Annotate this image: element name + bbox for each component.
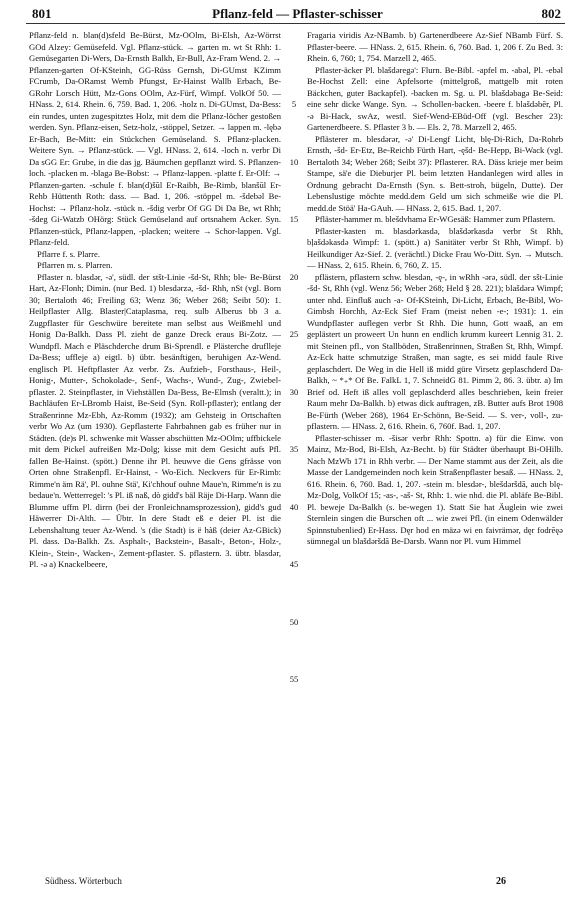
line-number: 45 bbox=[289, 559, 299, 569]
entry-pflaester-hammer: Pfläster-hammer m. blešdvhamə Er-WGesäß: Hammer zum Pflastern. bbox=[315, 214, 556, 224]
footer-signature: 26 bbox=[496, 876, 506, 887]
line-number: 15 bbox=[289, 214, 299, 224]
entry-pflaster-schisser: Pflaster-schisser m. -šisər verbr Rhh: Spottn. a) für die Einw. von Mainz, Mz-Bod, Bi-Elsh, Az-Becht. b) für Städter überhaupt Bi-OHilb. Nach MzWb 171 in Rhh verbr. — Der Name stammt aus der Zeit, als die Masse der Landgemeinden noch kein Straßenpflaster besaß. — HNass. 2, 616. Rhein. 6, 760. Bad. 1, 207. -stein m. blesdər-, blešdəršdā, auch blę- Mz-Dolg, VolkOf 15; -as-, -aš- St, Rhh: 1. wie nhd. die Pl. abläfe Be-Bibl. Pl. beweje Da-Balkh (s. be-wegen 1). Statt Sie hat Äuglein wie zwei Sternlein singen die Burschen oft ... wie zwei Pfl. (in einem Odenwälder Spinnstubenlied) Er-Hass. Dęr hod en mäzə wi en faivrämər, dęr fodrēęə sümnegəl un blašdəršdā Be-Darsb. Wann nor Pl. vum Himmel bbox=[307, 432, 563, 546]
right-column bbox=[307, 30, 563, 865]
line-number: 25 bbox=[289, 329, 299, 339]
page-number-right: 802 bbox=[541, 6, 561, 21]
header-rule bbox=[26, 23, 565, 24]
entry-pflaster: Pflaster n. blasdər, -ə', südl. der stšt-Linie -šd-St, Rhh; ble- Be-Bürst Hart, Az-Flonh; Dimin. (nur Bed. 1) blesdərzə, -šd- Rhh, nSt (vgl. Born 30; Bertaloth 46; Freiling 63; Wenz 36; Weber 268; Seibt 50): 1. Heilpflaster Allg. Blaster|Cataplasma, req. sulb Alberus bb 3 a. Zugpflaster für Geschwüre bereitete man selbst aus Weißmehl und Honig Da-Balkh. Dass Pl. zieht de ganze Dreck eraus Bi-Zotz. — Wundpfl. Mach e Pläschderche drum Bi-Sprendl. e Plästerche druflleje Da-Bess; uffleje a) eigtl. b) übtr. besänftigen, beruhigen Az-Wend. englisch Pl. Heftpflaster Az verbr. Zs. Aufzieh-, Forsthaus-, Heil-, Honig-, Mutter-, Schokolade-, Senf-, Wachs-, Wund-, Zug-, Zwiebel-pflaster. 2. Steinpflaster, in Viehställen Da-Bess, Be-Elmsh (veraltt.); in Bachläufen Er-LBromb Haist, Be-Seid (Syn. Roll-pflaster); entlang der Straßenrinne Mz-Ebh, Az-Romm (1932); am Gehsteig in Ortschaften verbr Wo Az (um 1930). Gepflasterte Fahrbahnen gab es früher nur in Städten. (de)s Pl. schwenke mit Wasser abschütten Mz-OOlm; uffbickele mit dem Pickel aufreißen Mz-Dolg; kisse mit dem Gesicht aufs Pfl. fallen Be-Hainst. (spött.) Denne ihr Pl. heuwve die Gens gfrässe von Orten ohne Straßenpfl. Er-Hainst, - Wo-Eich. Neckvers für Er-Rimb: Rimme'n äm Rä', Pl. ouhne Stä', Ki'chhouf ouhne Maue'n, Rimme'n is zu bedaue'n. Wetterregel: 's Pl. iß naß, dò gidd's bäl Räje Di-Harp. Wann die Blumme uffm Pl. dirrn (bei der Fronleichnamsprozession), gidd's gud Häwerrer Di-Alth. — Übtr. In dere Stadt eß e deier Pl. ist die Lebenshaltung teuer Az-Wend. 's (die Stadt) is ë hàß (deier Az-GBick) Pl. dass. Da-Balkh. Zs. Asphalt-, Backstein-, Basalt-, Beton-, Holz-, Klein-, Stein-, Wacken-, Zement-pflaster. S. pflastern. 3. übtr. blasdər, Pl. -ə a) Knackelbeere, bbox=[29, 271, 281, 569]
footer-publication: Südhess. Wörterbuch bbox=[45, 876, 122, 886]
entry-pflaesterer: Pflästerer m. blesdərər, -ə' Di-Lengf Licht, blę-Di-Rich, Da-Rohrb Ernsth, -šd- Er-Etz, Be-Reichb Fürth Hart, -ęšd- Be-Hepp, Bi-Wack (vgl. Bertaloth 34; Weber 268; Seibt 37): Pflasterer. RA. Däss krieje mer beim Stampe, sä'e die Dieburjer Pl. beim letzten Handanlegen wird alles in Ordnung gebracht Da-Ernsth (Syn. s. Bett-stroh, bügeln, Dutte). Der Lebenslustige möchte medd.dem Geld um sich schmeiße wie die Pl. medd.de Stöä' Ha-GAuh. — HNass. 2, 615. Bad. 1, 207. bbox=[307, 133, 563, 213]
line-number-gutter bbox=[283, 30, 305, 865]
entry-pflaster-aecker: Pflaster-äcker Pl. blašdəregə': Flurn. Be-Bibl. -apfel m. -abəl, Pl. -ebəl Be-Hochst Zell: eine Apfelsorte (mittelgroß, mattgelb mit roten Bäckchen, guter Backapfel). -backen m. Sg. u. Pl. blašdəbagə Be-Seid: eine sehr dicke Wange. Syn. → Schollen-backen. -beere f. blašdəbēr, Pl. -ə Bi-Hack, swAz, westl. Sief-Wend-EBüd-Off (vgl. Bescher 23): Gartenerdbeere. S. Pflaster 3 b. — Els. 2, 78. Marzell 2, 465. bbox=[307, 64, 563, 132]
entry-pflarre: Pflarre f. s. Plarre. bbox=[37, 248, 100, 259]
line-number: 30 bbox=[289, 387, 299, 397]
line-number: 55 bbox=[289, 674, 299, 684]
entry-continuation: Fragaria viridis Az-NBamb. b) Gartenerdbeere Az-Sief NBamb Fürf. S. Pflaster-beere. — HNass. 2, 615. Rhein. 6, 760. Bad. 1, 206 f. Zu Bed. 3: Rhein. 6, 760; 1, 754. Marzell 2, 465. bbox=[307, 30, 563, 63]
entry-pflanz-feld: Pflanz-feld n. blan(d)sfeld Be-Bürst, Mz-OOlm, Bi-Elsh, Az-Wörrst GOd Alzey: Gemüsefeld. Vgl. Pflanz-stück. → garten m. wt St Rhh: 1. Gemüsegarten Di-Wers, Da-Ernsth Balkh, Er-Bull, Az-Fram Wend. 2. → Pflanzen-garten Of-KSteinh, GG-Rüss Gernsh, Di-GUmst KZimm FCrumb, Da-ORamst Wemb Pfungst, Er-Hainst Wallb Erbach, Be-GRohr Lorsch Hütt, Mz-Gons OOlm, Az-Fürf, Wimpf. VolkOf 50. — HNass. 2, 614. Rhein. 6, 759. Bad. 1, 206. -holz n. Di-GUmst, Da-Bess: ein rundes, unten zugespitztes Holz, mit dem die Pflanz-löcher gestoßen werden. Syn. Pflanz-eisen, Setz-holz, -stöppel, Setzer. → lappen m. -lębə Er-Bach, Be-Mitt: ein Stückchen Gemüseland. S. Pflanz-placken. Weitere Syn. → Pflanz-stück. — Vgl. HNass. 2, 614. -loch n. verbr Di Da sGG Er: Grube, in die das jg. Bäumchen gepflanzt wird. S. Pflanzen-loch. -placken m. -blagə Be-Bobst: → Pflanz-lappen. -platte f. Er-Olf: → Pflanzen-garten. -schule f. blan(d)šūl Er-Raibh, Be-Rimb, blanšūl Er-Rehb Hüttenth Roth: dass. — Bad. 1, 206. -stöppel m. -šdebəl Be-Hochst: → Pflanz-holz. -stück n. -šdig verbr Of GG Di Da Be, wt Rhh; -šdeg Gi-Watzb OHörg: Stück Gemüseland auf ortsnahem Acker. Syn. Pflanzen-stück, Pflanz-lappen, -placken; weitere → Schor-lappen. Vgl. Pflanz-feld. bbox=[29, 30, 281, 247]
entry-pflaster-kasten: Pflaster-kasten m. blasdərkasdə, blašdərkasdə verbr St Rhh, bļašdəkasdə Wimpf: 1. (spött.) a) Sanitäter verbr St Rhh, Wimpf. b) Heilkundiger Az-Sief. 2. (verächtl.) Dicke Frau Wo-Ditt. Syn. → Mutsch. — HNass. 2, 615. Rhein. 6, 760, Z. 15. bbox=[307, 225, 563, 270]
line-number: 10 bbox=[289, 157, 299, 167]
line-number: 50 bbox=[289, 617, 299, 627]
entry-pflarren: Pflarren m. s. Plarren. bbox=[37, 260, 113, 270]
line-number: 5 bbox=[291, 99, 297, 109]
left-column bbox=[29, 30, 281, 848]
line-number: 40 bbox=[289, 502, 299, 512]
page-number-left: 801 bbox=[32, 6, 52, 21]
line-number: 35 bbox=[289, 444, 299, 454]
entry-pflaestern: pflästern, pflastern schw. blesdən, -ę-, in wRhh -ərə, südl. der sšt-Linie -šd- St, Rhh (vgl. Wenz 56; Weber 268; Held § 28. 221); blašdərə Wimpf; unter nhd. Einfluß auch -a- Of-KSteinh, Di-Licht, Erbach, Be-Bibl, Wo-Gimbsh Horchh, Az-Eck Sief Fram (meist neben -e-; 1931): 1. ein Wundpflaster auflegen verbr St Rhh. Die hunn, Gott waaß, an em geplästert un proweert Un hunn en endlich krumm kureert Lennig 31. 2. mit Steinen pfl., von Stallböden, Straßenrinnen, Straßen St, Rhh, Wimpf. Az-Eck hatte schmutzige Straßen, man sagte, es sei midd faule Rive geplaschdert. De Weg in die Hell iß midd güre Virsetz geplaschderd Da-Balkh, ~ *₊* Of Be. FalkL 1, 7. SchneidG 81. Pimm 2, 86. 3. übtr. a) Im Brief od. Heft iß alles voll geplaschderd alles beschrieben, kein freier Raum mehr Da-Balkh. b) etwas dick auftragen, zB. Butter aufs Brot 1908 Be-Fürth (Weber 268), 1964 Er-Schönn, Be-Seid. — S. ver-, voll-, zu-pflastern. — HNass. 2, 616. Rhein. 6, 760f. Bad. 1, 207. bbox=[307, 271, 563, 431]
page-header bbox=[28, 6, 567, 24]
running-title: Pflanz-feld — Pflaster-schisser bbox=[212, 6, 383, 21]
line-number: 20 bbox=[289, 272, 299, 282]
